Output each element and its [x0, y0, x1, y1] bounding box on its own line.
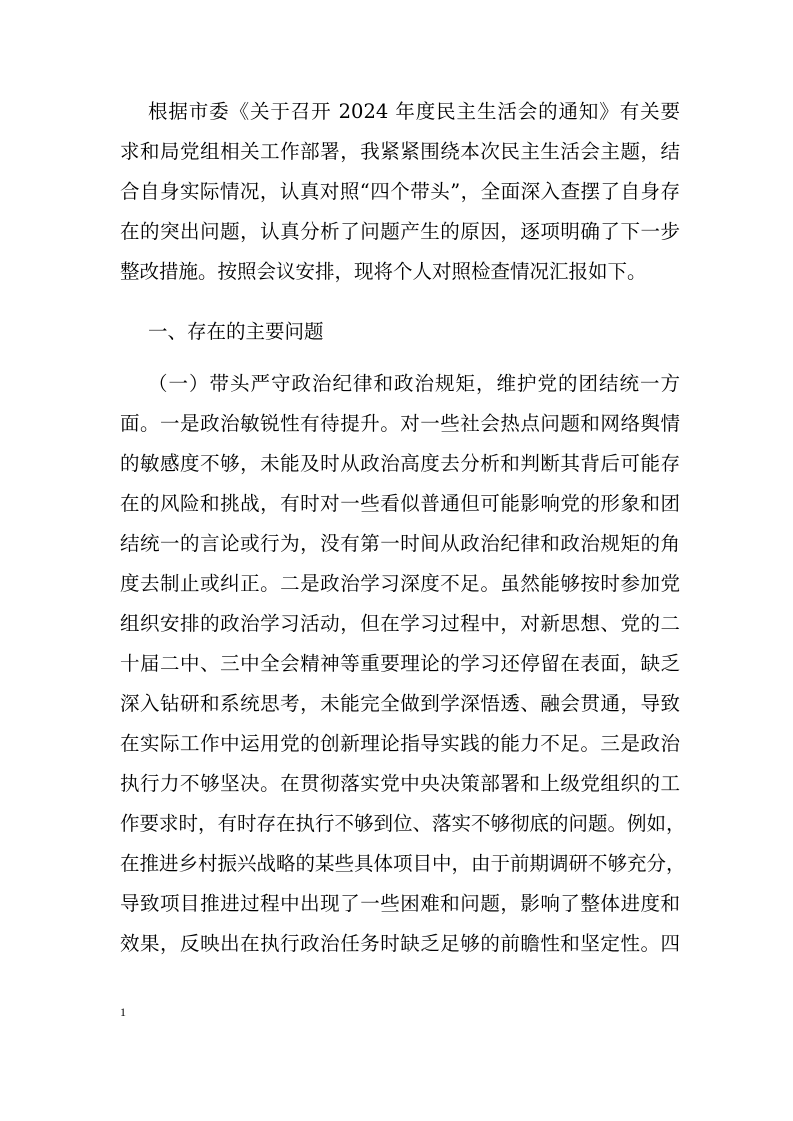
section-line-9: 深入钻研和系统思考，未能完全做到学深悟透、融会贯通，导致	[120, 692, 680, 715]
section-line-11: 执行力不够坚决。在贯彻落实党中央决策部署和上级党组织的工	[120, 772, 680, 795]
section-line-8: 十届二中、三中全会精神等重要理论的学习还停留在表面，缺乏	[120, 652, 680, 675]
section-line-1: （一）带头严守政治纪律和政治规矩，维护党的团结统一方	[148, 372, 680, 395]
section-line-12: 作要求时，有时存在执行不够到位、落实不够彻底的问题。例如，	[120, 812, 686, 835]
intro-line-3: 合自身实际情况，认真对照“四个带头”，全面深入查摆了自身存	[120, 180, 680, 203]
section-line-3: 的敏感度不够，未能及时从政治高度去分析和判断其背后可能存	[120, 452, 680, 475]
intro-line-2: 求和局党组相关工作部署，我紧紧围绕本次民主生活会主题，结	[120, 140, 680, 163]
section-line-15: 效果，反映出在执行政治任务时缺乏足够的前瞻性和坚定性。四	[120, 932, 680, 955]
section-line-4: 在的风险和挑战，有时对一些看似普通但可能影响党的形象和团	[120, 492, 680, 515]
section-heading: 一、存在的主要问题	[148, 320, 324, 343]
section-line-6: 度去制止或纠正。二是政治学习深度不足。虽然能够按时参加党	[120, 572, 680, 595]
intro-line-5: 整改措施。按照会议安排，现将个人对照检查情况汇报如下。	[120, 260, 647, 283]
section-line-13: 在推进乡村振兴战略的某些具体项目中，由于前期调研不够充分，	[120, 852, 686, 875]
section-line-5: 结统一的言论或行为，没有第一时间从政治纪律和政治规矩的角	[120, 532, 680, 555]
page-number: 1	[120, 1005, 126, 1019]
intro-line-4: 在的突出问题，认真分析了问题产生的原因，逐项明确了下一步	[120, 220, 680, 243]
intro-line-1: 根据市委《关于召开 2024 年度民主生活会的通知》有关要	[148, 100, 680, 123]
section-line-2: 面。一是政治敏锐性有待提升。对一些社会热点问题和网络舆情	[120, 412, 680, 435]
section-line-10: 在实际工作中运用党的创新理论指导实践的能力不足。三是政治	[120, 732, 680, 755]
section-line-14: 导致项目推进过程中出现了一些困难和问题，影响了整体进度和	[120, 892, 680, 915]
section-line-7: 组织安排的政治学习活动，但在学习过程中，对新思想、党的二	[120, 612, 680, 635]
